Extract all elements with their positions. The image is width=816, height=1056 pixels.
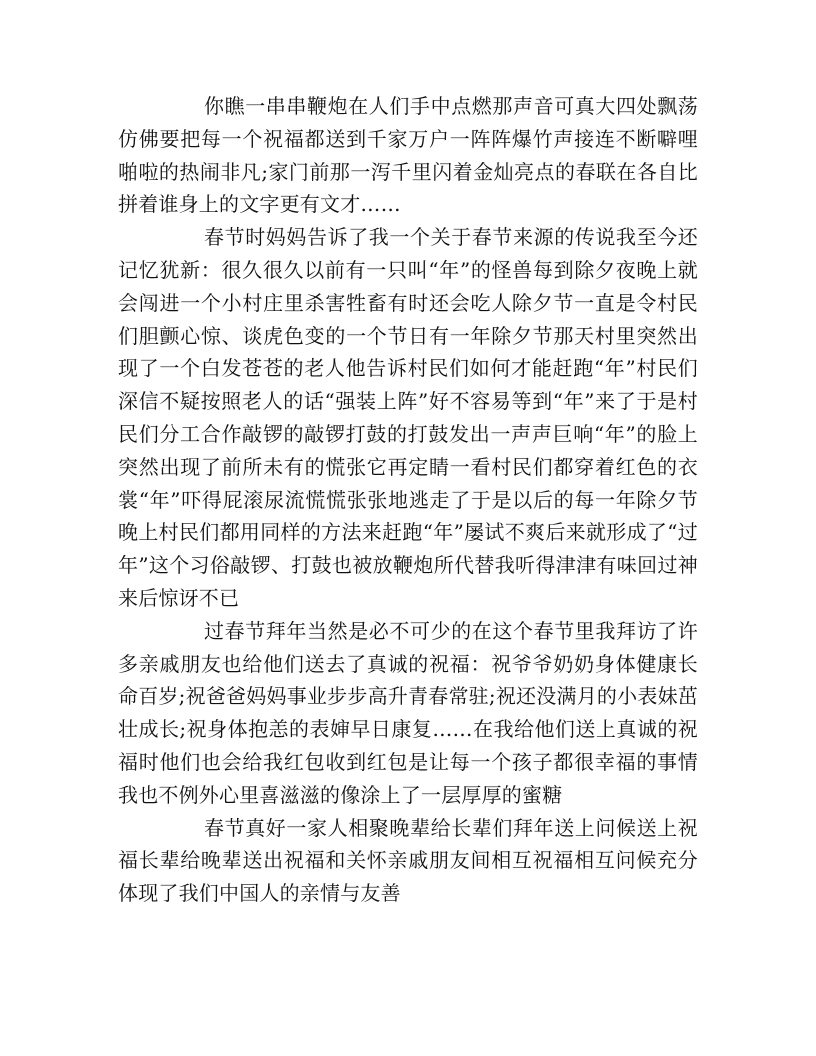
paragraph-firecrackers: 你瞧一串串鞭炮在人们手中点燃那声音可真大四处飘荡仿佛要把每一个祝福都送到千家万户一阵阵爆竹声接连不断噼哩啪啦的热闹非凡;家门前那一泻千里闪着金灿亮点的春联在各自比拼着谁身上的文字更有文才……	[118, 94, 698, 217]
paragraph-nian-legend: 春节时妈妈告诉了我一个关于春节来源的传说我至今还记忆犹新：很久很久以前有一只叫“年”的怪兽每到除夕夜晚上就会闯进一个小村庄里杀害牲畜有时还会吃人除夕节一直是令村民们胆颤心惊、谈虎色变的一个节日有一年除夕节那天村里突然出现了一个白发苍苍的老人他告诉村民们如何才能赶跑“年”村民们深信不疑按照老人的话“强装上阵”好不容易等到“年”来了于是村民们分工合作敲锣的敲锣打鼓的打鼓发出一声声巨响“年”的脸上突然出现了前所未有的慌张它再定睛一看村民们都穿着红色的衣裳“年”吓得屁滚尿流慌慌张张地逃走了于是以后的每一年除夕节晚上村民们都用同样的方法来赶跑“年”屡试不爽后来就形成了“过年”这个习俗敲锣、打鼓也被放鞭炮所代替我听得津津有味回过神来后惊讶不已	[118, 225, 698, 610]
paragraph-conclusion: 春节真好一家人相聚晚辈给长辈们拜年送上问候送上祝福长辈给晚辈送出祝福和关怀亲戚朋友间相互祝福相互问候充分体现了我们中国人的亲情与友善	[118, 815, 698, 906]
paragraph-new-year-visits: 过春节拜年当然是必不可少的在这个春节里我拜访了许多亲戚朋友也给他们送去了真诚的祝福：祝爷爷奶奶身体健康长命百岁;祝爸爸妈妈事业步步高升青春常驻;祝还没满月的小表妹茁壮成长;祝身体抱恙的表婶早日康复……在我给他们送上真诚的祝福时他们也会给我红包收到红包是让每一个孩子都很幸福的事情我也不例外心里喜滋滋的像涂上了一层厚厚的蜜糖	[118, 618, 698, 807]
article-body	[118, 90, 698, 910]
